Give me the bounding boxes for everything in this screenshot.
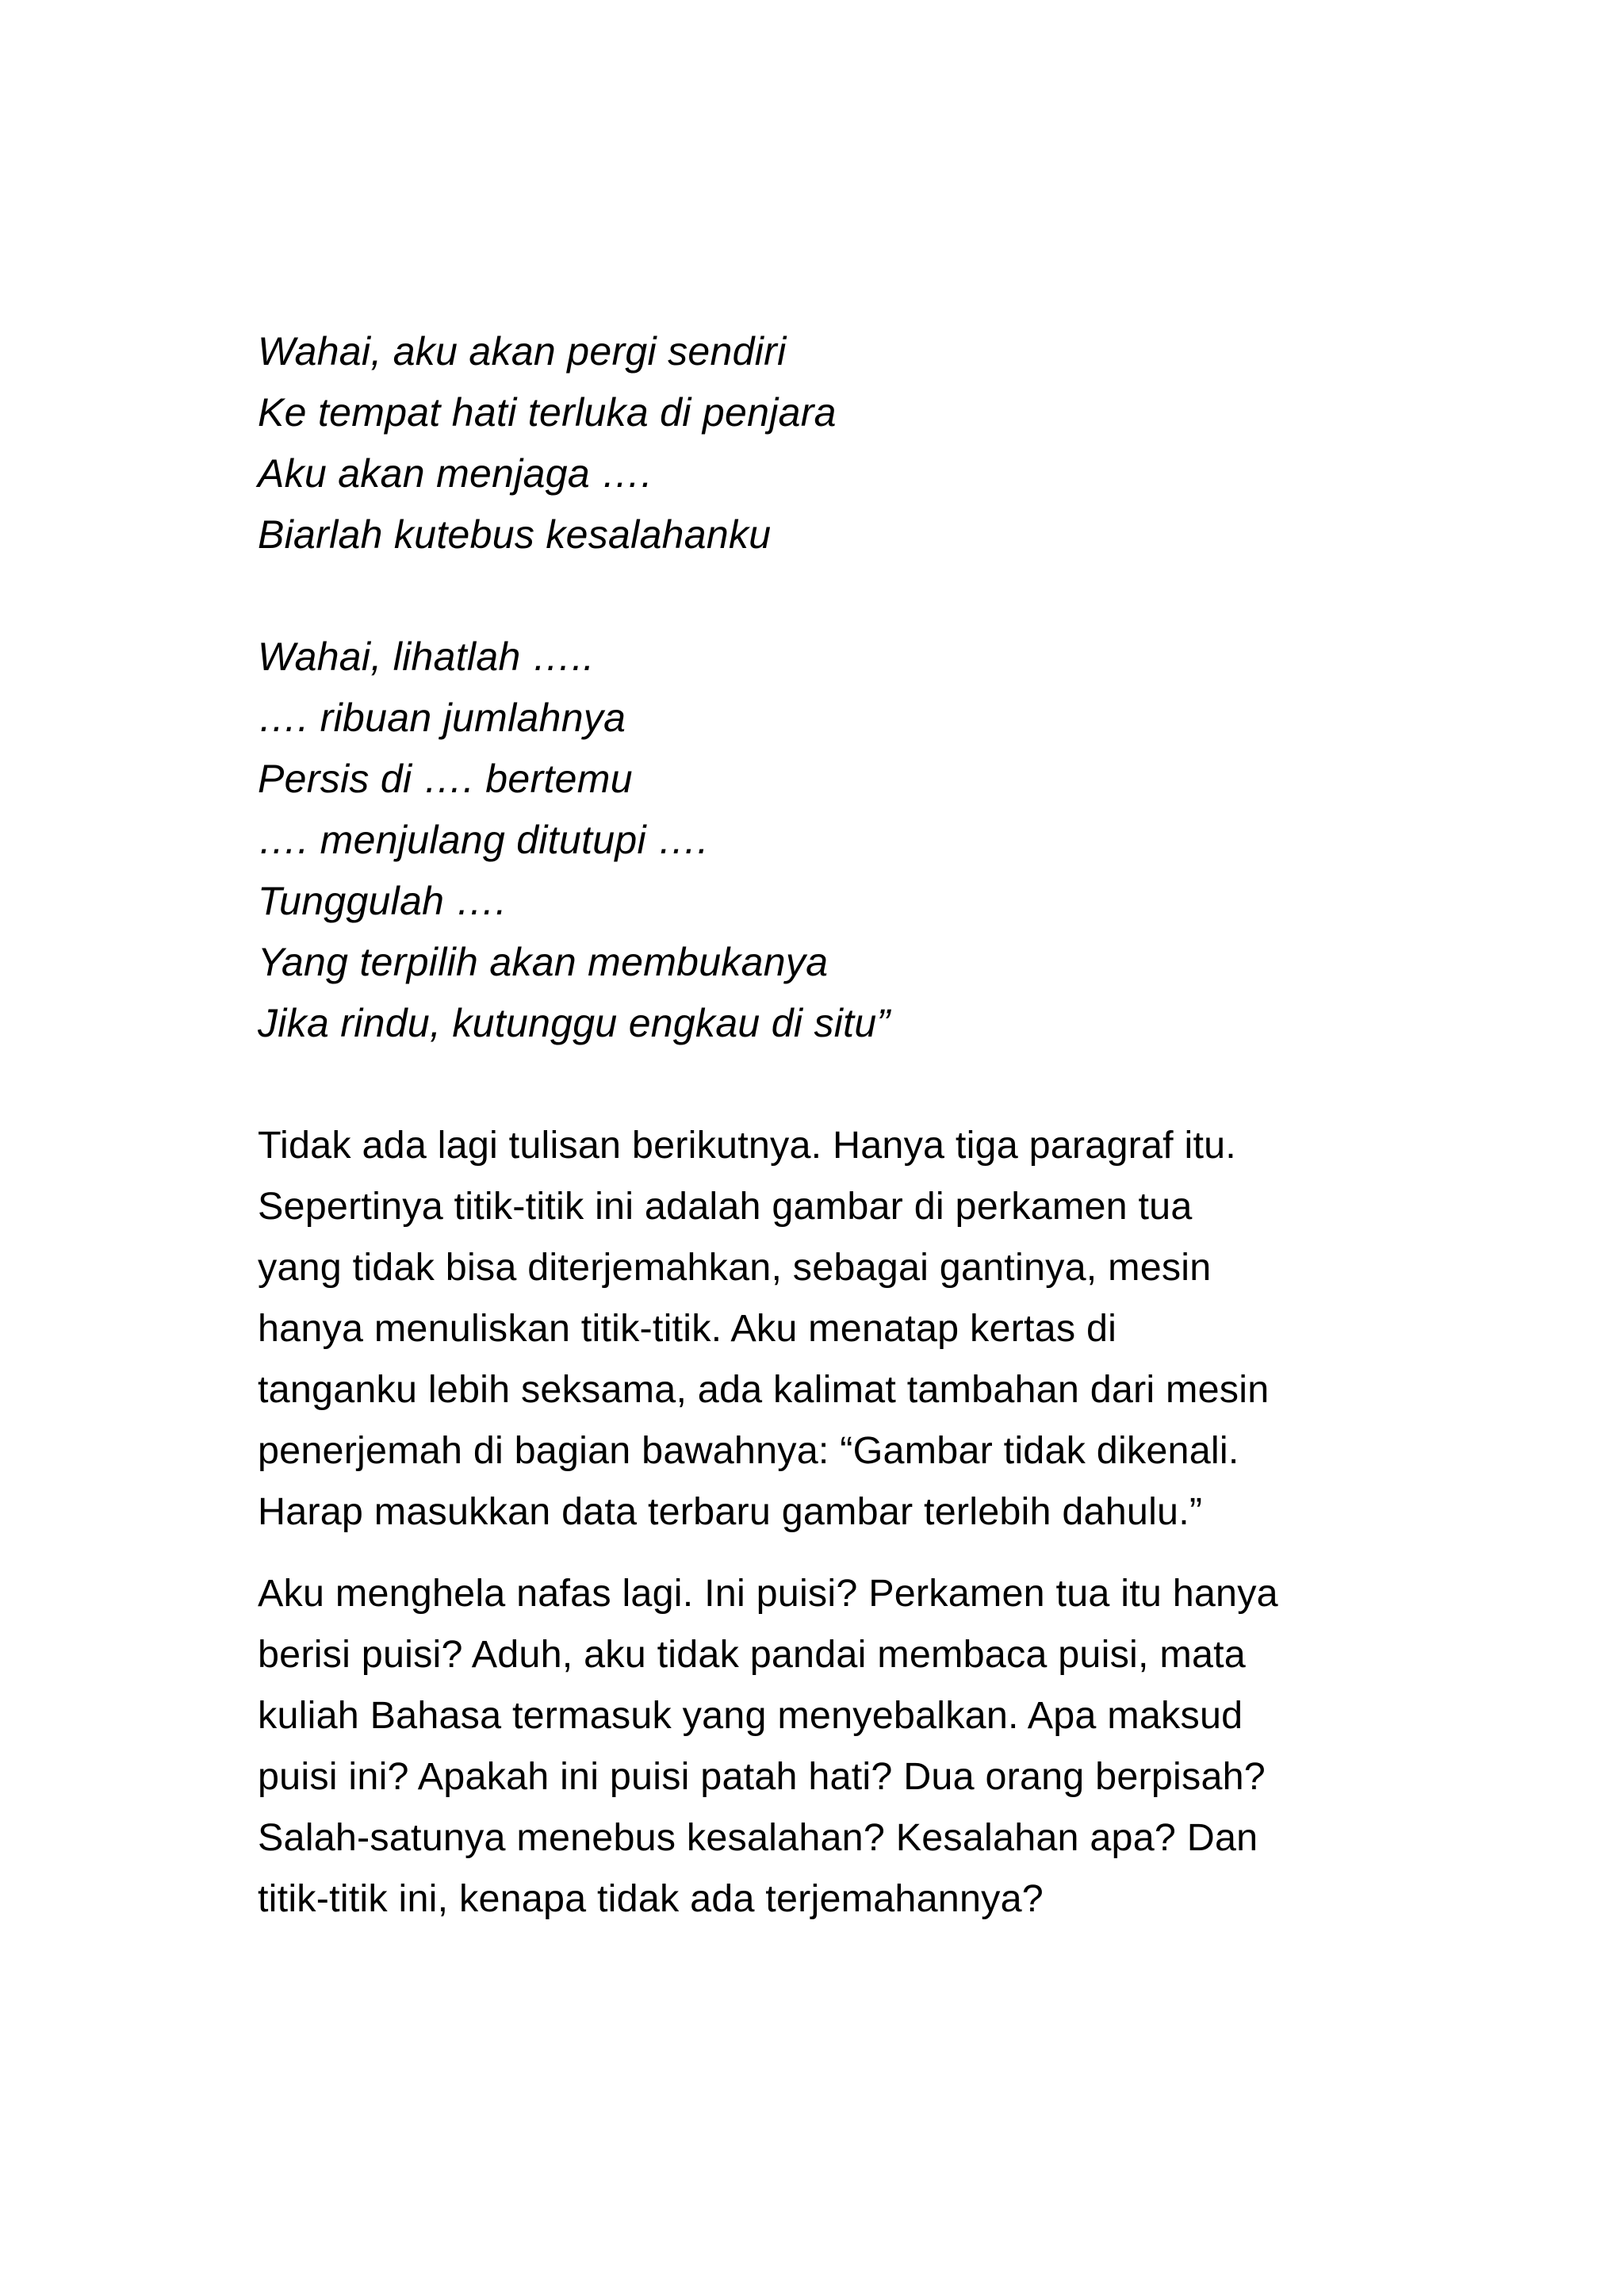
stanza-spacer xyxy=(258,565,1384,627)
paragraph-line: penerjemah di bagian bawahnya: “Gambar tidak dikenali. xyxy=(258,1429,1239,1472)
poem-stanza-1 xyxy=(258,321,1384,565)
prose-paragraph-1 xyxy=(258,1115,1384,1543)
poem-line: …. ribuan jumlahnya xyxy=(258,696,626,740)
poem-line: Biarlah kutebus kesalahanku xyxy=(258,512,772,557)
paragraph-line: puisi ini? Apakah ini puisi patah hati? Dua orang berpisah? xyxy=(258,1755,1266,1798)
poem-line: Wahai, aku akan pergi sendiri xyxy=(258,329,787,374)
poem-line: Aku akan menjaga …. xyxy=(258,451,653,496)
section-spacer xyxy=(258,1054,1384,1115)
poem-line: Yang terpilih akan membukanya xyxy=(258,940,829,984)
paragraph-spacer xyxy=(258,1543,1384,1563)
paragraph-line: tanganku lebih seksama, ada kalimat tambahan dari mesin xyxy=(258,1368,1270,1411)
poem-line: Wahai, lihatlah ….. xyxy=(258,634,595,679)
poem-stanza-2 xyxy=(258,627,1384,1054)
paragraph-line: hanya menuliskan titik-titik. Aku menatap kertas di xyxy=(258,1307,1117,1350)
poem-line: Tunggulah …. xyxy=(258,879,507,923)
paragraph-line: Harap masukkan data terbaru gambar terlebih dahulu.” xyxy=(258,1490,1203,1533)
page-content xyxy=(258,321,1384,1930)
paragraph-line: Aku menghela nafas lagi. Ini puisi? Perkamen tua itu hanya xyxy=(258,1572,1278,1615)
paragraph-line: berisi puisi? Aduh, aku tidak pandai membaca puisi, mata xyxy=(258,1633,1246,1676)
paragraph-line: titik-titik ini, kenapa tidak ada terjemahannya? xyxy=(258,1877,1044,1920)
paragraph-line: Salah-satunya menebus kesalahan? Kesalahan apa? Dan xyxy=(258,1816,1258,1859)
paragraph-line: yang tidak bisa diterjemahkan, sebagai gantinya, mesin xyxy=(258,1246,1212,1289)
paragraph-line: Sepertinya titik-titik ini adalah gambar di perkamen tua xyxy=(258,1185,1193,1228)
prose-paragraph-2 xyxy=(258,1563,1384,1930)
poem-line: Ke tempat hati terluka di penjara xyxy=(258,390,837,435)
poem-line: Persis di …. bertemu xyxy=(258,757,633,801)
paragraph-line: Tidak ada lagi tulisan berikutnya. Hanya tiga paragraf itu. xyxy=(258,1124,1236,1167)
poem-line: …. menjulang ditutupi …. xyxy=(258,818,709,862)
paragraph-line: kuliah Bahasa termasuk yang menyebalkan. Apa maksud xyxy=(258,1694,1243,1737)
poem-line: Jika rindu, kutunggu engkau di situ” xyxy=(258,1001,891,1045)
